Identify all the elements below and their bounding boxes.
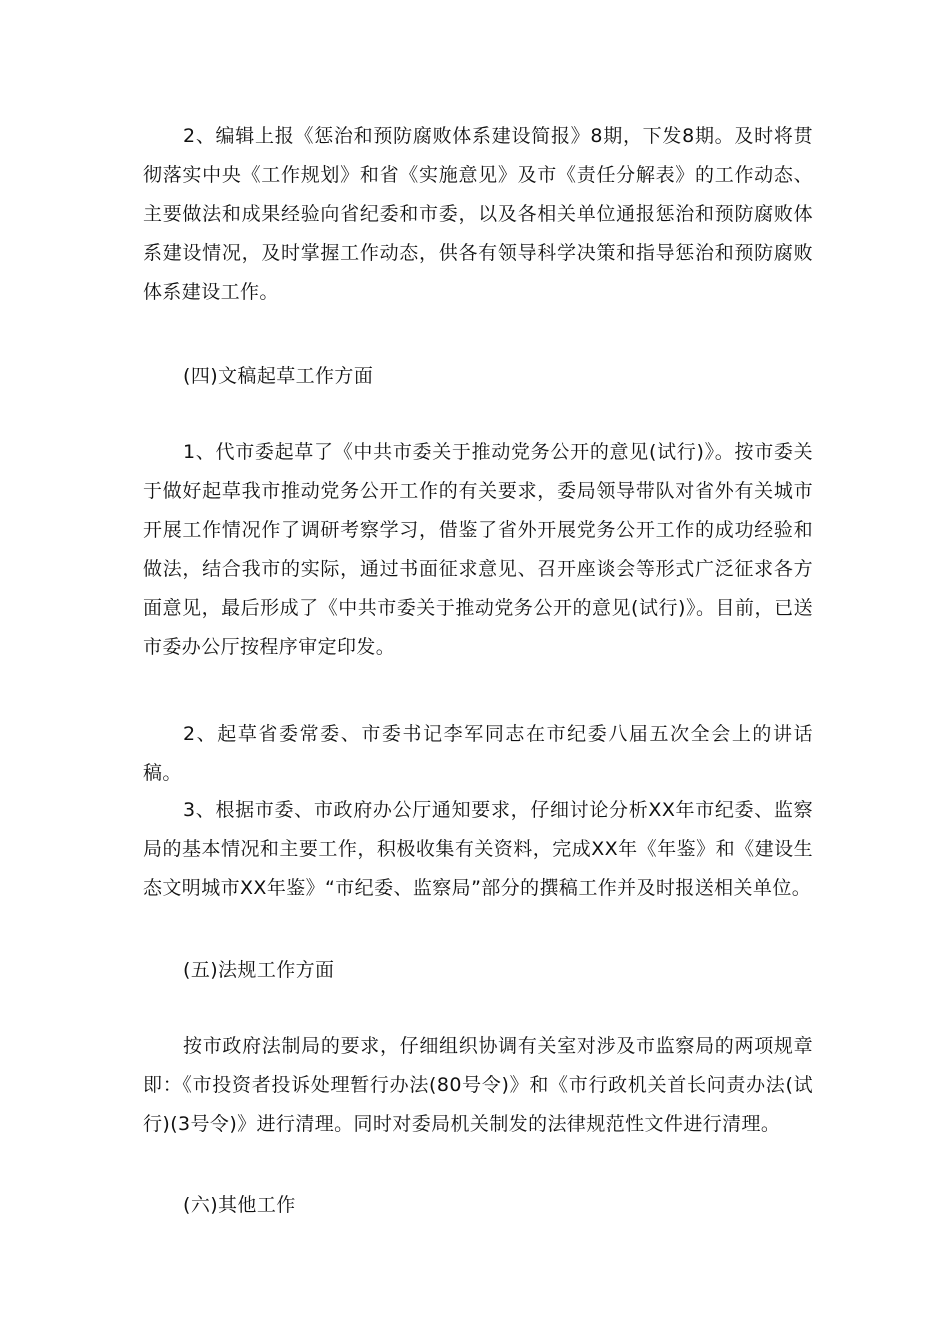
section-heading-other-work: (六)其他工作 <box>183 1194 296 1216</box>
section-heading-regulations: (五)法规工作方面 <box>183 959 335 981</box>
paragraph-yearbook: 3、根据市委、市政府办公厅通知要求，仔细讨论分析XX年市纪委、监察局的基本情况和主要工作，积极收集有关资料，完成XX年《年鉴》和《建设生态文明城市XX年鉴》“市纪委、监察局”部分的撰稿工作并及时报送相关单位。 <box>143 799 813 899</box>
paragraph-party-affairs-opinion: 1、代市委起草了《中共市委关于推动党务公开的意见(试行)》。按市委关于做好起草我市推动党务公开工作的有关要求，委局领导带队对省外有关城市开展工作情况作了调研考察学习，借鉴了省外开展党务公开工作的成功经验和做法，结合我市的实际，通过书面征求意见、召开座谈会等形式广泛征求各方面意见，最后形成了《中共市委关于推动党务公开的意见(试行)》。目前，已送市委办公厅按程序审定印发。 <box>143 441 813 658</box>
paragraph-speech-draft: 2、起草省委常委、市委书记李军同志在市纪委八届五次全会上的讲话稿。 <box>143 723 813 784</box>
paragraph-regulation-cleanup: 按市政府法制局的要求，仔细组织协调有关室对涉及市监察局的两项规章即：《市投资者投诉处理暂行办法(80号令)》和《市行政机关首长问责办法(试行)(3号令)》进行清理。同时对委局机关制发的法律规范性文件进行清理。 <box>143 1035 813 1135</box>
paragraph-briefing-report: 2、编辑上报《惩治和预防腐败体系建设简报》8期，下发8期。及时将贯彻落实中央《工作规划》和省《实施意见》及市《责任分解表》的工作动态、主要做法和成果经验向省纪委和市委，以及各相关单位通报惩治和预防腐败体系建设情况，及时掌握工作动态，供各有领导科学决策和指导惩治和预防腐败体系建设工作。 <box>143 125 813 303</box>
section-heading-drafting: (四)文稿起草工作方面 <box>183 365 374 387</box>
